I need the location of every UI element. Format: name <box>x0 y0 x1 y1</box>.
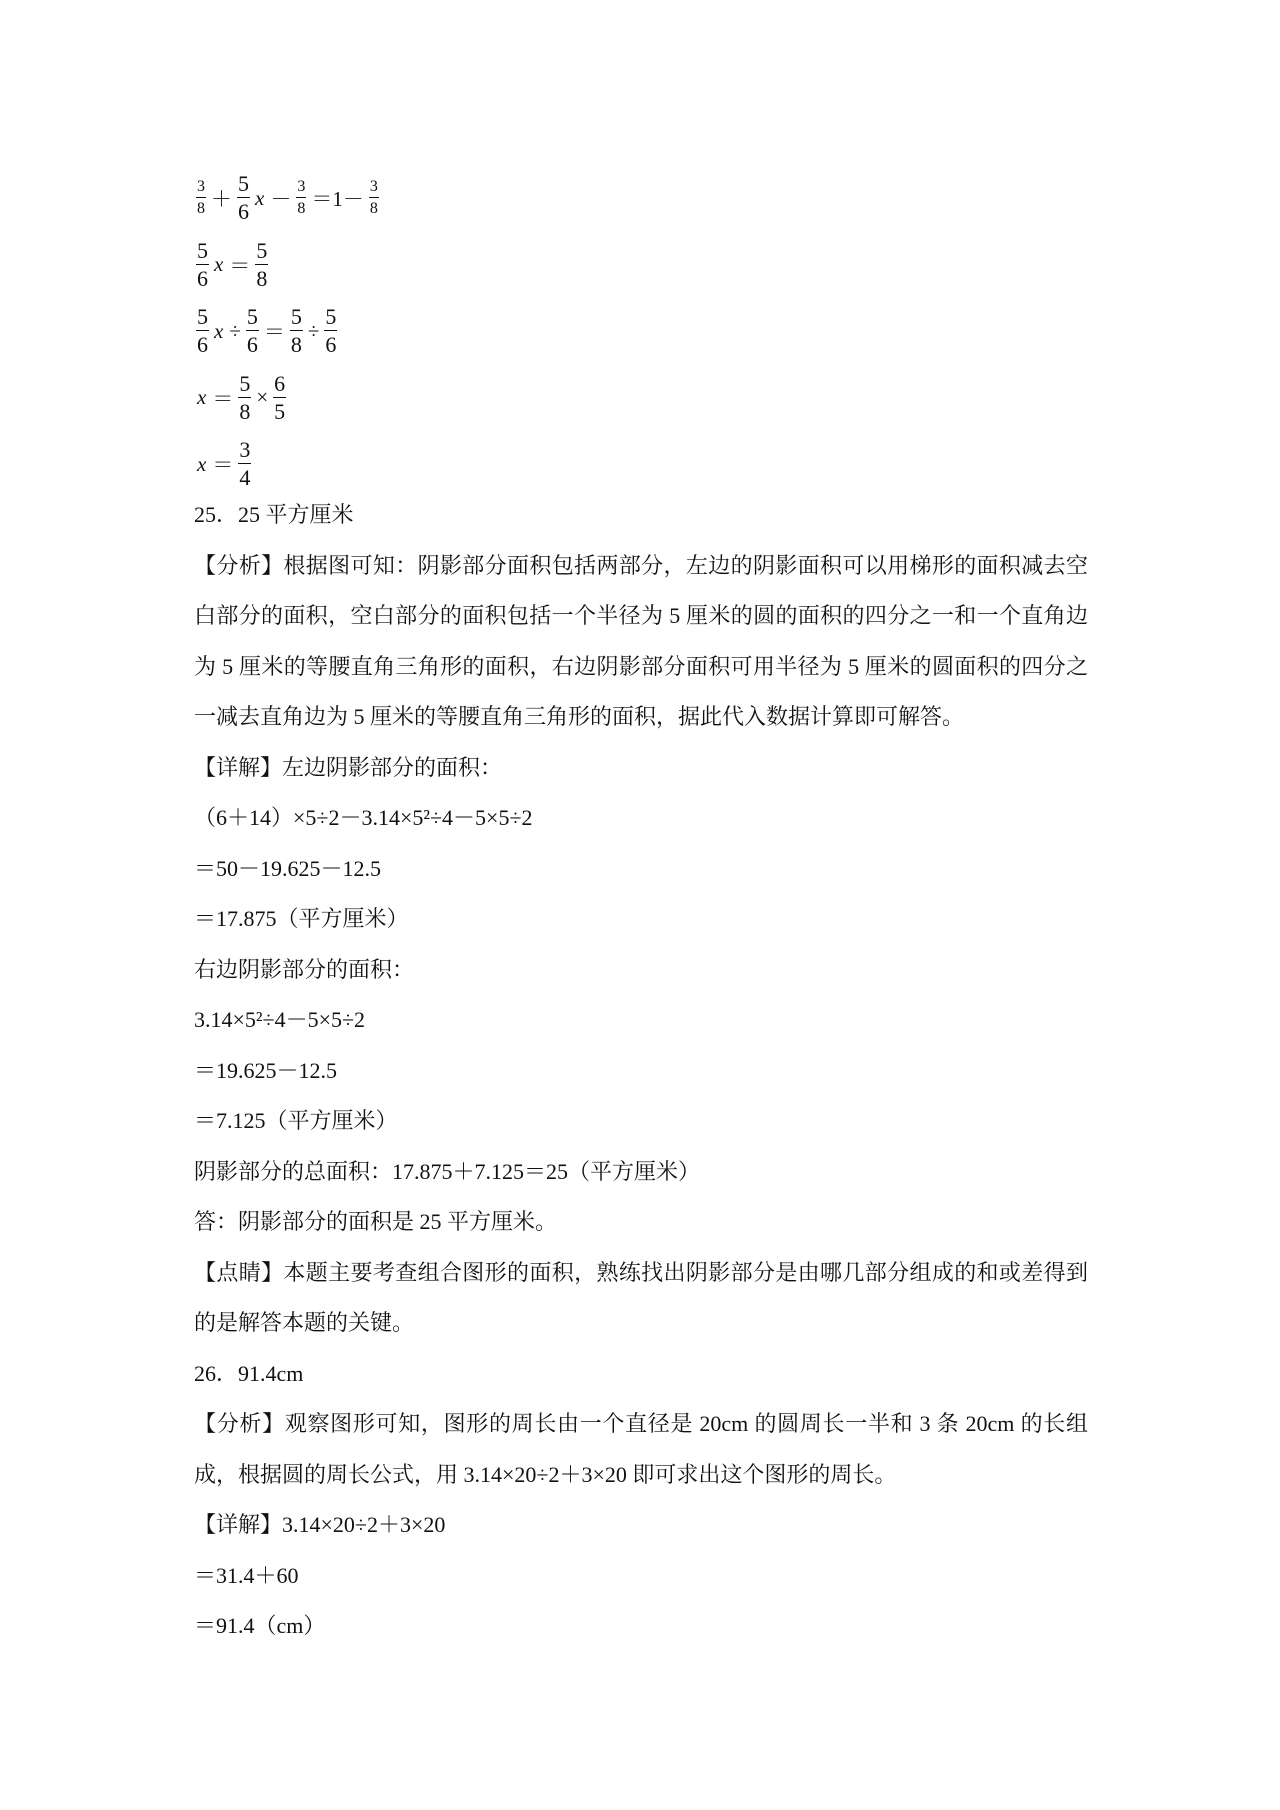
denominator: 8 <box>256 265 268 291</box>
fraction <box>369 179 379 217</box>
operator: ＝ <box>263 320 285 345</box>
variable: x <box>197 385 207 410</box>
fraction <box>246 306 259 356</box>
fraction <box>324 306 337 356</box>
equation-step <box>194 165 381 232</box>
numerator: 5 <box>256 237 268 263</box>
operator: ＝ <box>212 453 234 478</box>
numerator: 3 <box>296 179 306 198</box>
denominator: 8 <box>297 200 306 218</box>
operator: ＋ <box>211 187 232 212</box>
numerator: 5 <box>239 370 251 396</box>
denominator: 6 <box>325 332 337 358</box>
equation-step <box>194 298 381 365</box>
paragraph: 【点睛】本题主要考查组合图形的面积，熟练找出阴影部分是由哪几部分组成的和或差得到的是解答本题的关键。 <box>194 1259 1088 1335</box>
text-line: 25．25 平方厘米 <box>194 502 354 527</box>
paragraph: 【分析】观察图形可知，图形的周长由一个直径是 20cm 的圆周长一半和 3 条 20cm 的长组成，根据圆的周长公式，用 3.14×20÷2＋3×20 即可求出这个图形的周长。 <box>194 1411 1088 1487</box>
fraction <box>196 306 209 356</box>
equation-step <box>194 365 381 432</box>
text-line: 答：阴影部分的面积是 25 平方厘米。 <box>194 1209 558 1234</box>
text-line: （6＋14）×5÷2－3.14×5²÷4－5×5÷2 <box>194 805 533 830</box>
numerator: 3 <box>239 437 251 463</box>
numerator: 5 <box>197 304 208 330</box>
equation-step <box>194 431 381 498</box>
numerator: 3 <box>196 179 206 198</box>
text-line: ＝50－19.625－12.5 <box>194 855 382 881</box>
denominator: 8 <box>197 200 205 218</box>
variable: x <box>197 451 207 476</box>
fraction <box>238 439 251 489</box>
fraction <box>237 173 250 223</box>
solution-text <box>194 490 1088 1652</box>
text-line: 右边阴影部分的面积： <box>194 956 415 982</box>
text-line: ＝91.4（cm） <box>194 1613 326 1638</box>
numerator: 5 <box>290 304 302 330</box>
text-line: 【详解】3.14×20÷2＋3×20 <box>194 1512 446 1537</box>
denominator: 8 <box>290 332 302 358</box>
fraction <box>255 237 268 291</box>
denominator: 8 <box>369 200 378 218</box>
text-line: 阴影部分的总面积：17.875＋7.125＝25（平方厘米） <box>194 1158 701 1184</box>
text-line: ＝19.625－12.5 <box>194 1057 338 1083</box>
fraction <box>238 370 251 424</box>
numerator: 5 <box>197 237 208 263</box>
numerator: 6 <box>274 370 286 396</box>
numerator: 5 <box>246 304 258 330</box>
denominator: 8 <box>239 398 251 424</box>
denominator: 6 <box>197 265 208 291</box>
denominator: 6 <box>238 199 249 225</box>
operator: ＝ <box>212 386 234 411</box>
denominator: 6 <box>246 332 258 358</box>
text-line: ＝17.875（平方厘米） <box>194 906 409 931</box>
variable: x <box>214 252 224 277</box>
denominator: 5 <box>274 398 286 424</box>
fraction <box>273 370 286 424</box>
operator: － <box>270 187 292 212</box>
operator: ＝1－ <box>311 187 364 212</box>
numerator: 5 <box>325 304 337 330</box>
text-line: ＝31.4＋60 <box>194 1562 299 1588</box>
variable: x <box>255 185 265 210</box>
denominator: 4 <box>239 465 251 491</box>
fraction <box>296 179 306 217</box>
text-line: 【详解】左边阴影部分的面积： <box>194 754 503 780</box>
operator: ＝ <box>229 253 251 278</box>
variable: x <box>214 318 224 343</box>
numerator: 5 <box>238 171 249 197</box>
numerator: 3 <box>369 179 379 198</box>
text-line: 26．91.4cm <box>194 1360 304 1386</box>
fraction <box>290 306 303 356</box>
equation-step <box>194 232 381 299</box>
denominator: 6 <box>197 332 208 358</box>
equation-steps <box>194 165 381 498</box>
text-line: 3.14×5²÷4－5×5÷2 <box>194 1007 366 1032</box>
operator: ÷ <box>307 318 320 343</box>
operator: × <box>256 385 269 410</box>
fraction <box>196 237 209 291</box>
operator: ÷ <box>229 318 241 343</box>
paragraph: 【分析】根据图可知：阴影部分面积包括两部分，左边的阴影面积可以用梯形的面积减去空白部分的面积，空白部分的面积包括一个半径为 5 厘米的圆的面积的四分之一和一个直角边为 5 厘米的等腰直角三角形的面积，右边阴影部分面积可用半径为 5 厘米的圆面积的四分之一减去直角边为 5 厘米的等腰直角三角形的面积，据此代入数据计算即可解答。 <box>194 552 1088 729</box>
text-line: ＝7.125（平方厘米） <box>194 1108 398 1133</box>
fraction <box>196 179 206 217</box>
